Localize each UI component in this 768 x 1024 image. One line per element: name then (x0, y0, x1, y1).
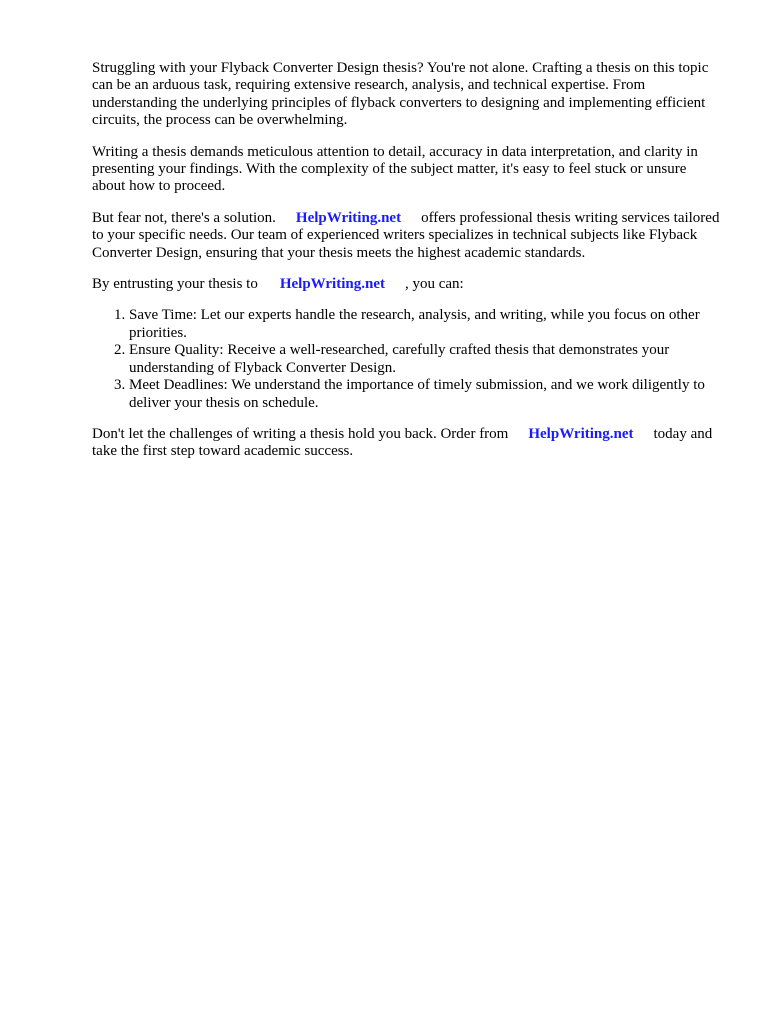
helpwriting-link-closing[interactable]: HelpWriting.net (528, 425, 634, 442)
closing-paragraph (92, 426, 722, 461)
intro-paragraph: Struggling with your Flyback Converter Design thesis? You're not alone. Crafting a thesis on this topic can be an arduous task, requiring extensive research, analysis, and technical expertise. From understanding the underlying principles of flyback converters to designing and implementing efficient circuits, the process can be overwhelming. (92, 60, 709, 129)
entrust-paragraph (92, 276, 722, 293)
document-body (92, 60, 722, 475)
benefit-item-save-time: 1. Save Time: Let our experts handle the research, analysis, and writing, while you focus on other priorities. (129, 307, 722, 342)
solution-paragraph (92, 210, 722, 262)
benefits-list (92, 307, 722, 411)
closing-text-before: Don't let the challenges of writing a thesis hold you back. Order from (92, 425, 509, 442)
entrust-text-before: By entrusting your thesis to (92, 276, 258, 293)
entrust-text-after: , you can: (404, 276, 464, 293)
closing-text-after: today and take the first step toward academic success. (92, 425, 713, 460)
solution-text-after: offers professional thesis writing services tailored to your specific needs. Our team of experienced writers specializes in technical subjects like Flyback Converter Design, ensuring that your thesis meets the highest academic standards. (92, 209, 720, 261)
helpwriting-link-entrust[interactable]: HelpWriting.net (279, 276, 385, 293)
benefit-item-ensure-quality: 2. Ensure Quality: Receive a well-researched, carefully crafted thesis that demonstrates your understanding of Flyback Converter Design. (129, 342, 722, 377)
demands-paragraph: Writing a thesis demands meticulous attention to detail, accuracy in data interpretation, and clarity in presenting your findings. With the complexity of the subject matter, it's easy to feel stuck or unsure about how to proceed. (92, 143, 698, 195)
benefit-item-meet-deadlines: 3. Meet Deadlines: We understand the importance of timely submission, and we work diligently to deliver your thesis on schedule. (129, 377, 722, 412)
solution-text-before: But fear not, there's a solution. (92, 209, 276, 226)
helpwriting-link-solution[interactable]: HelpWriting.net (295, 209, 402, 226)
